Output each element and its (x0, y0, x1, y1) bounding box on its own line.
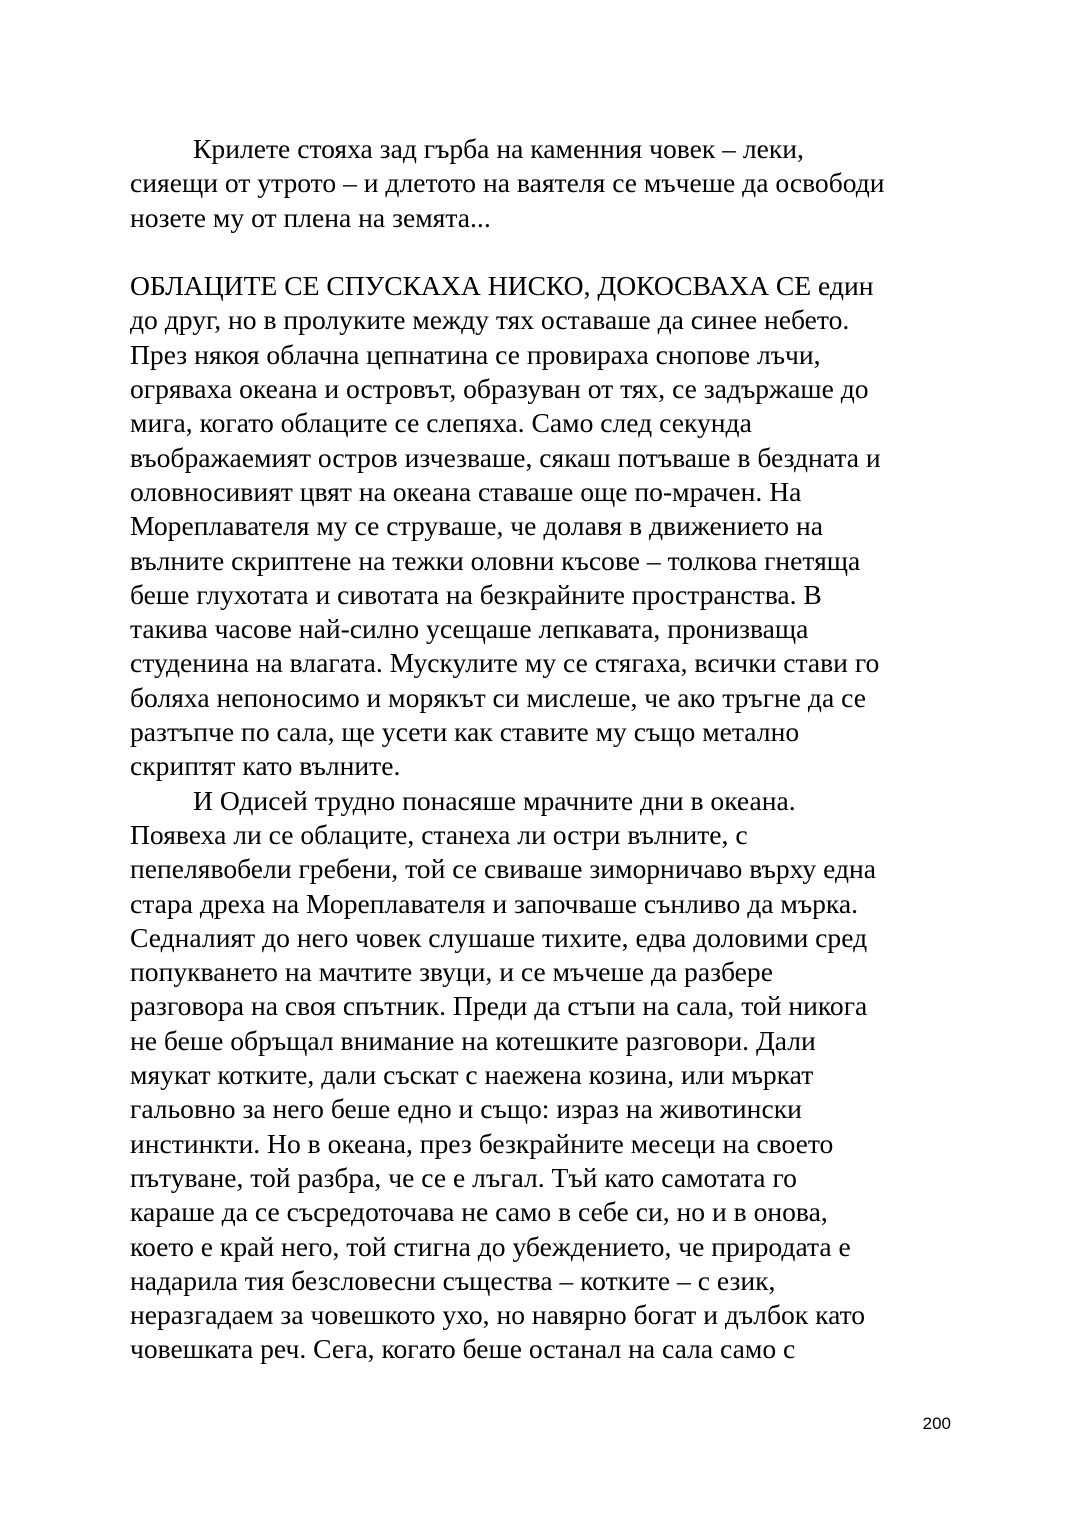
paragraph-chapter-opening (130, 269, 960, 783)
text-line: беше глухотата и сивотата на безкрайните пространства. В (130, 578, 822, 610)
text-line: ОБЛАЦИТЕ СЕ СПУСКАХА НИСКО, ДОКОСВАХА СЕ един (130, 270, 874, 302)
text-line: нозете му от плена на земята... (130, 201, 491, 233)
page-number: 200 (922, 1414, 951, 1433)
text-line: пътуване, той разбра, че се е лъгал. Тъй като самотата го (130, 1161, 797, 1193)
text-line: гальовно за него беше едно и също: израз на животински (130, 1093, 802, 1125)
text-line: не беше обръщал внимание на котешките разговори. Дали (130, 1024, 816, 1056)
text-line: караше да се съсредоточава не само в себе си, но и в онова, (130, 1196, 828, 1228)
text-line: вълните скриптене на тежки оловни късове – толкова гнетяща (130, 544, 861, 576)
text-line: такива часове най-силно усещаше лепкавата, пронизваща (130, 613, 809, 645)
text-line: Мореплавателя му се струваше, че долавя в движението на (130, 510, 823, 542)
text-line: скриптят като вълните. (130, 750, 401, 782)
text-line: пепелявобели гребени, той се свиваше зиморничаво върху една (130, 853, 877, 885)
paragraph-epigraph (130, 132, 960, 235)
text-line: Появеха ли се облаците, станеха ли остри вълните, с (130, 818, 748, 850)
text-line: сияещи от утрото – и длетото на ваятеля се мъчеше да освободи (130, 167, 885, 199)
text-line: мига, когато облаците се слепяха. Само след секунда (130, 407, 752, 439)
text-line: неразгадаем за човешкото ухо, но навярно богат и дълбок като (130, 1299, 866, 1331)
text-line: студенина на влагата. Мускулите му се стягаха, всички стави го (130, 647, 880, 679)
text-line: инстинкти. Но в океана, през безкрайните месеци на своето (130, 1127, 834, 1159)
text-line: Седналият до него човек слушаше тихите, едва доловими сред (130, 921, 868, 953)
text-line: боляха непоносимо и морякът си мислеше, че ако тръгне да се (130, 681, 866, 713)
text-line: През някоя облачна цепнатина се провираха снопове лъчи, (130, 338, 821, 370)
text-line: попукването на мачтите звуци, и се мъчеше да разбере (130, 956, 773, 988)
text-line: мяукат котките, дали съскат с наежена козина, или мъркат (130, 1059, 814, 1091)
text-line: което е край него, той стигна до убеждението, че природата е (130, 1230, 851, 1262)
text-line: разговора на своя спътник. Преди да стъпи на сала, той никога (130, 990, 868, 1022)
text-line: разтъпче по сала, ще усети как ставите му също метално (130, 716, 800, 748)
text-line: оловносивият цвят на океана ставаше още по-мрачен. На (130, 475, 802, 507)
text-line: до друг, но в пролуките между тях оставаше да синее небето. (130, 304, 850, 336)
text-line: надарила тия безсловесни същества – котките – с език, (130, 1264, 776, 1296)
text-line: огряваха океана и островът, образуван от тях, се задържаше до (130, 373, 869, 405)
text-line: въображаемият остров изчезваше, сякаш потъваше в бездната и (130, 441, 881, 473)
text-line: Крилете стояха зад гърба на каменния човек – леки, (193, 133, 804, 164)
paragraph-gap (130, 235, 960, 269)
text-line: И Одисей трудно понасяше мрачните дни в океана. (193, 784, 796, 816)
book-page (130, 132, 960, 1367)
text-line: човешката реч. Сега, когато беше останал на сала само с (130, 1333, 796, 1365)
text-line: стара дреха на Мореплавателя и започваше сънливо да мърка. (130, 887, 859, 919)
paragraph-odysseus (130, 784, 960, 1367)
